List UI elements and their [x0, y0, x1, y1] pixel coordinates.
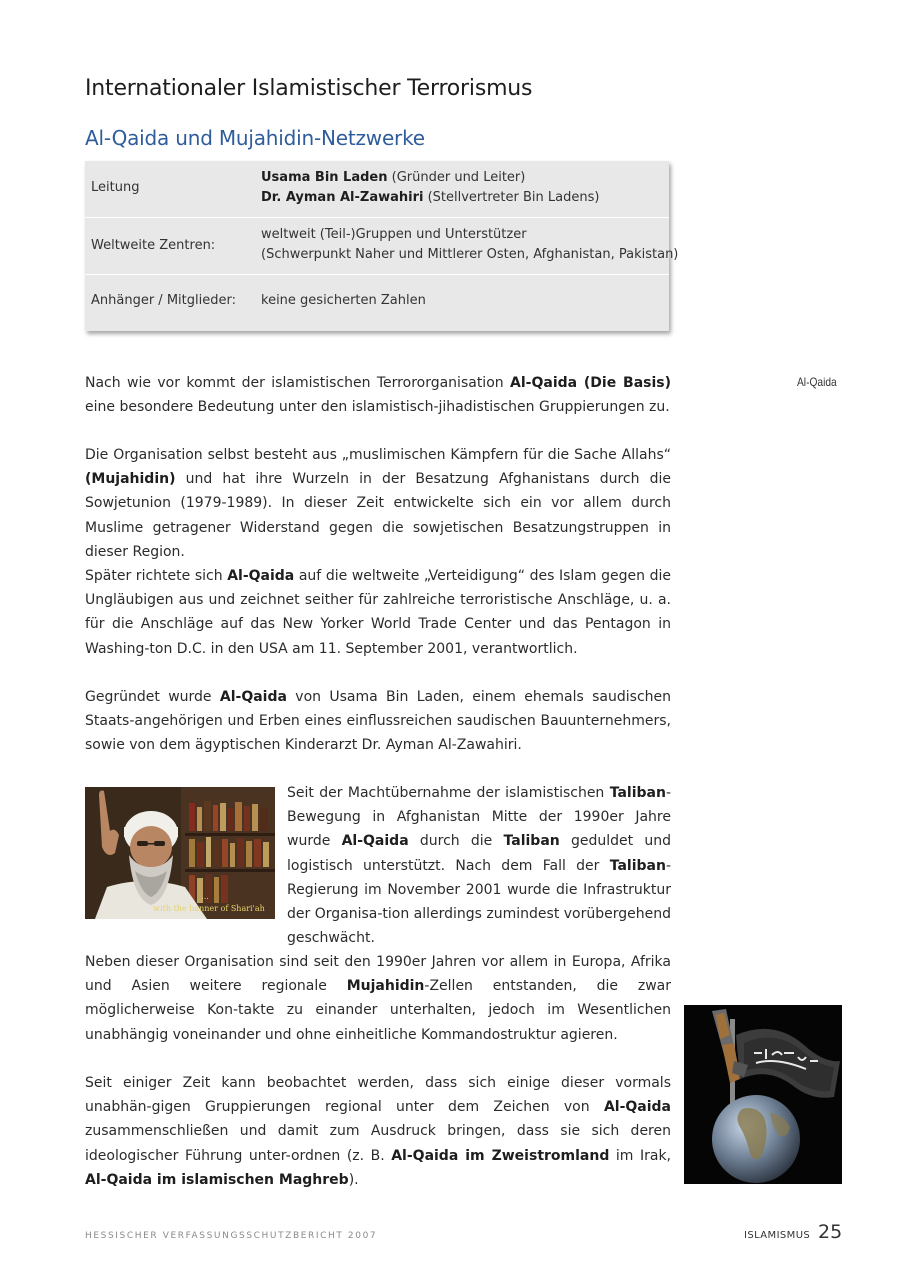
page-number: 25: [818, 1221, 843, 1243]
photo-caption: with the banner of Shari'ah: [153, 904, 265, 913]
flag-globe-image: [684, 1005, 842, 1184]
paragraph-4: Gegründet wurde Al-Qaida von Usama Bin Laden, einem ehemals saudischen Staats-angehörigen und Erben eines einflussreichen saudischen Bauunternehmers, sowie von dem ägyptischen Kinderarzt Dr. Ayman Al-Zawahiri.: [85, 689, 672, 754]
footer-section: ISLAMISMUS: [744, 1230, 811, 1241]
info-row-leitung: [85, 161, 669, 218]
paragraph-5: Seit der Machtübernahme der islamistischen Taliban-Bewegung in Afghanistan Mitte der 1990er Jahre wurde Al-Qaida durch die Taliban geduldet und logistisch unterstützt. Nach dem Fall der Taliban-Regierung im November 2001 wurde die Infrastruktur der Organisa-tion allerdings zumindest vorübergehend geschwächt.: [287, 785, 672, 947]
info-table: [85, 161, 679, 331]
info-value-leitung: [261, 168, 599, 208]
section-subheading: Al-Qaida und Mujahidin-Netzwerke: [85, 126, 425, 150]
leader-name: Usama Bin Laden: [261, 170, 388, 185]
portrait-photo: [85, 787, 275, 919]
zentren-line-2: (Schwerpunkt Naher und Mittlerer Osten, Afghanistan, Pakistan): [261, 247, 679, 262]
margin-note: Al-Qaida: [797, 375, 837, 389]
info-value-zentren: [261, 225, 678, 265]
paragraph-6: Neben dieser Organisation sind seit den 1990er Jahren vor allem in Europa, Afrika und Asien weitere regionale Mujahidin-Zellen entstanden, die zwar möglicherweise Kon-takte zu einander unterhalten, jedoch im Wesentlichen unabhängig voneinander und ohne einheitliche Kommandostruktur agieren.: [85, 954, 671, 1043]
zentren-line-1: weltweit (Teil-)Gruppen und Unterstützer: [261, 227, 527, 242]
info-label-mitglieder: Anhänger / Mitglieder:: [91, 293, 236, 308]
info-value-mitglieder: keine gesicherten Zahlen: [261, 293, 426, 308]
paragraph-2: Die Organisation selbst besteht aus „muslimischen Kämpfern für die Sache Allahs“ (Mujahidin) und hat ihre Wurzeln in der Besatzung Afghanistans durch die Sowjetunion (1979-1989). In dieser Zeit entwickelte sich ein vor allem durch Muslime getragener Widerstand gegen die sowjetischen Besatzungstruppen in dieser Region.: [85, 447, 671, 560]
info-label-zentren: Weltweite Zentren:: [91, 238, 216, 253]
footer-publication: HESSISCHER VERFASSUNGSSCHUTZBERICHT 2007: [85, 1231, 378, 1241]
info-row-mitglieder: [85, 275, 669, 331]
info-row-zentren: [85, 218, 679, 275]
leader-role: (Gründer und Leiter): [387, 170, 526, 185]
info-label-leitung: Leitung: [91, 180, 140, 195]
paragraph-1: Nach wie vor kommt der islamistischen Terrororganisation Al-Qaida (Die Basis) eine besondere Bedeutung unter den islamistisch-jihadistischen Gruppierungen zu.: [85, 375, 672, 416]
paragraph-3: Später richtete sich Al-Qaida auf die weltweite „Verteidigung“ des Islam gegen die Ungläubigen aus und zeichnet seither für zahlreiche terroristische Anschläge, u. a. für die Anschläge auf das New Yorker World Trade Center und das Pentagon in Washing-ton D.C. in den USA am 11. September 2001, verantwortlich.: [85, 568, 671, 657]
svg-text:...: ...: [201, 892, 209, 901]
deputy-name: Dr. Ayman Al-Zawahiri: [261, 190, 424, 205]
paragraph-7: Seit einiger Zeit kann beobachtet werden, dass sich einige dieser vormals unabhän-gigen Gruppierungen regional unter dem Zeichen von Al-Qaida zusammenschließen und damit zum Ausdruck bringen, dass sie sich deren ideologischer Führung unter-ordnen (z. B. Al-Qaida im Zweistromland im Irak, Al-Qaida im islamischen Maghreb).: [85, 1075, 671, 1188]
deputy-role: (Stellvertreter Bin Ladens): [423, 190, 600, 205]
page-heading: Internationaler Islamistischer Terrorismus: [85, 76, 533, 101]
